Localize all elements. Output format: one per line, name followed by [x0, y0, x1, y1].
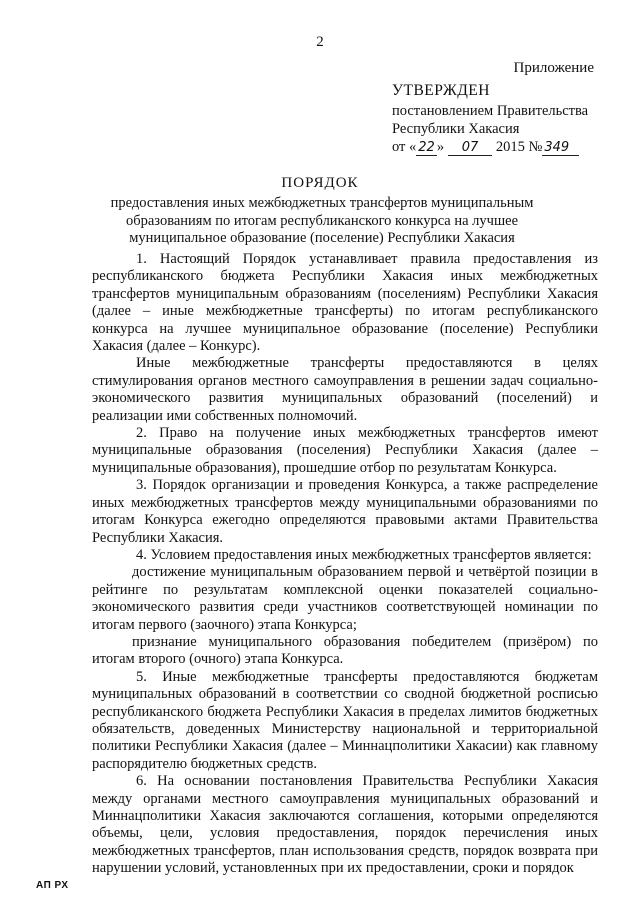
- approval-line-2: Республики Хакасия: [392, 121, 520, 137]
- handwritten-number: 349: [542, 140, 579, 156]
- date-prefix: от «: [392, 139, 417, 155]
- document-title: ПОРЯДОК: [281, 175, 359, 191]
- condition-2: признание муниципального образования победителем (призёром) по итогам второго (очного) этапа Конкурса.: [92, 633, 598, 668]
- paragraph-1: 1. Настоящий Порядок устанавливает правила предоставления из республиканского бюджета Республики Хакасия иных межбюджетных трансфертов муниципальным образованиям (поселениям) Республики Хакасия (далее – иные межбюджетные трансферты) по итогам республиканского конкурса на лучшее муниципальное образование (поселение) Республики Хакасия (далее – Конкурс).: [92, 251, 598, 355]
- document-subtitle: предоставления иных межбюджетных трансфертов муниципальным образованиям по итогам республиканского конкурса на лучшее муниципальное образование (поселение) Республики Хакасия: [110, 195, 534, 246]
- date-mid: »: [436, 139, 445, 155]
- paragraph-1-continued: Иные межбюджетные трансферты предоставляются в целях стимулирования органов местного самоуправления в решении задач социально-экономического развития муниципальных образований (поселений) и реализации ими собственных полномочий.: [92, 355, 598, 424]
- paragraph-3: 3. Порядок организации и проведения Конкурса, а также распределение иных межбюджетных трансфертов между муниципальными образованиями по итогам Конкурса ежегодно определяются правовыми актами Правительства Республики Хакасия.: [92, 477, 598, 546]
- approval-block: [392, 82, 602, 157]
- paragraph-2: 2. Право на получение иных межбюджетных трансфертов имеют муниципальные образования (поселения) Республики Хакасия (далее – муниципальные образования), прошедшие отбор по результатам Конкурса.: [92, 425, 598, 476]
- handwritten-month: 07: [448, 140, 493, 156]
- page-number: 2: [316, 34, 324, 50]
- approval-date-line: [392, 138, 602, 157]
- appendix-label: Приложение: [513, 60, 594, 76]
- condition-1: достижение муниципальным образованием первой и четвёртой позиции в рейтинге по результатам комплексной оценки показателей социально-экономического развития среди участников соответствующей номинации по итогам первого (заочного) этапа Конкурса;: [92, 564, 598, 633]
- date-year: 2015: [495, 139, 525, 155]
- paragraph-5: 5. Иные межбюджетные трансферты предоставляются бюджетам муниципальных образований в соответствии со сводной бюджетной росписью республиканского бюджета Республики Хакасия в пределах лимитов бюджетных обязательств, доведенных Министерству национальной и территориальной политики Республики Хакасия (далее – Миннацполитики Хакасии) как главному распорядителю бюджетных средств.: [92, 668, 598, 772]
- handwritten-day: 22: [418, 140, 435, 155]
- document-body: [92, 251, 598, 878]
- approval-line-1: постановлением Правительства: [392, 103, 589, 119]
- paragraph-6: 6. На основании постановления Правительства Республики Хакасия между органами местного самоуправления муниципальных образований и Миннацполитики Хакасия заключаются соглашения, которыми определяются объемы, цели, условия предоставления, порядок перечисления иных межбюджетных трансфертов, план использования средств, порядок возврата при нарушении условий, установленных при их предоставлении, сроки и порядок: [92, 773, 598, 877]
- approved-heading: УТВЕРЖДЕН: [392, 82, 490, 99]
- paragraph-4: 4. Условием предоставления иных межбюджетных трансфертов является:: [136, 546, 592, 563]
- number-prefix: №: [528, 139, 543, 155]
- corner-mark: АП РХ: [36, 880, 69, 891]
